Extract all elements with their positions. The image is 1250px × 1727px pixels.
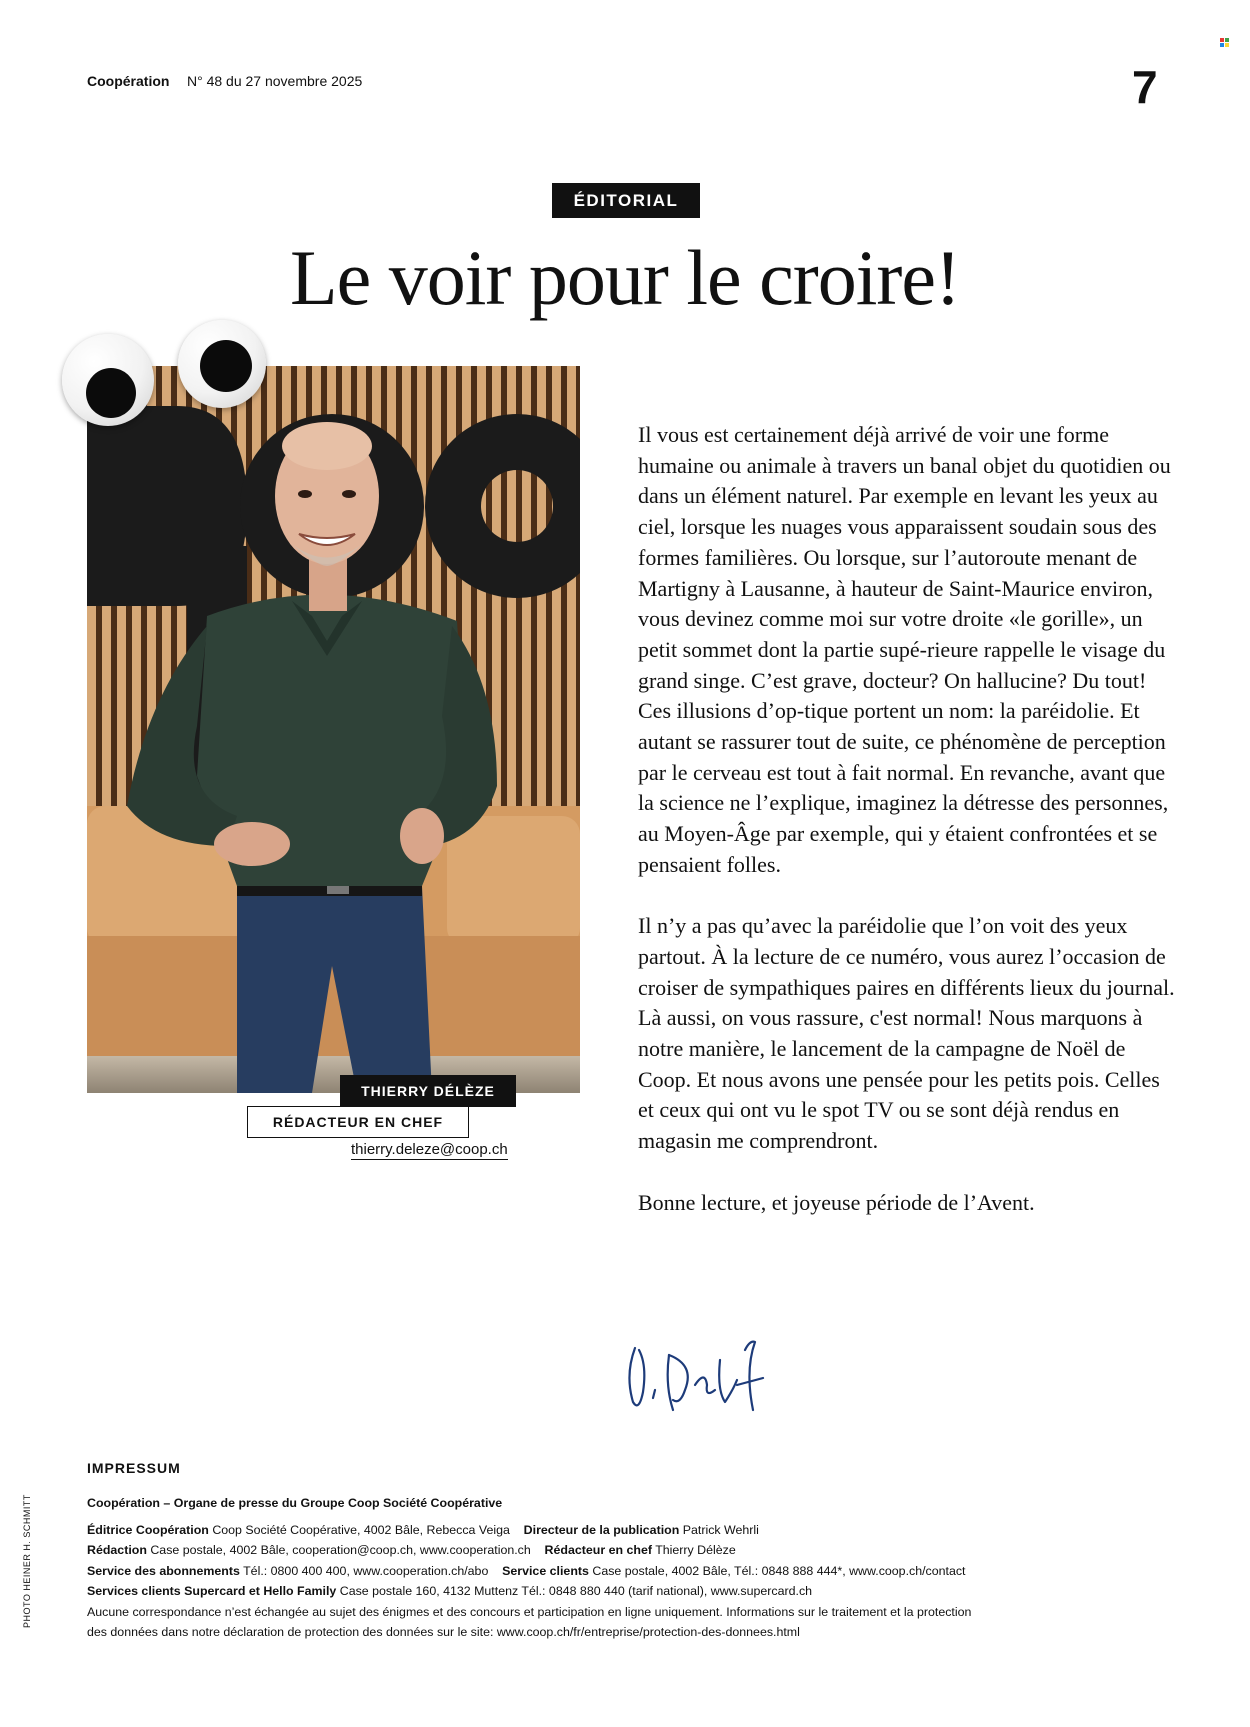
paragraph-3: Bonne lecture, et joyeuse période de l’Avent. [638, 1189, 1035, 1215]
impressum-label: Éditrice Coopération [87, 1522, 209, 1537]
impressum-title: IMPRESSUM [87, 1460, 181, 1476]
impressum-text: Case postale, 4002 Bâle, cooperation@coop.ch, www.cooperation.ch [150, 1543, 531, 1557]
impressum-note: Aucune correspondance n’est échangée au sujet des énigmes et des concours et participation en ligne uniquement. Informations sur le traitement et la protection [87, 1604, 972, 1619]
author-email-link[interactable]: thierry.deleze@coop.ch [351, 1141, 508, 1158]
impressum-note: des données dans notre déclaration de protection des données sur le site: www.coop.ch/fr/entreprise/protection-des-donnees.html [87, 1625, 800, 1639]
impressum-label: Rédaction [87, 1543, 147, 1557]
impressum-text: Thierry Délèze [655, 1543, 736, 1557]
impressum-label: Directeur de la publication [523, 1522, 680, 1537]
author-photo [87, 366, 580, 1093]
issue-date: N° 48 du 27 novembre 2025 [187, 73, 363, 89]
pupil-icon [86, 368, 136, 418]
pupil-icon [200, 340, 252, 392]
impressum-text: Case postale 160, 4132 Muttenz Tél.: 0848 880 440 (tarif national), www.supercard.ch [339, 1584, 813, 1598]
paragraph-1: Il vous est certainement déjà arrivé de voir une forme humaine ou animale à travers un banal objet du quotidien ou dans un élément naturel. Par exemple en levant les yeux au ciel, lorsque les nuages vous apparaissent soudain sous des formes familières. Ou lorsque, sur l’autoroute menant de Martigny à Lausanne, à hauteur de Saint-Maurice environ, vous devinez comme moi sur votre droite «le gorille», un petit sommet dont la partie supé-rieure rappelle le visage du grand singe. C’est grave, docteur? On hallucine? Du tout! Ces illusions d’op-tique portent un nom: la paréidolie. Et autant se rassurer tout de suite, ce phénomène de perception par le cerveau est tout à fait normal. En revanche, avant que la science ne l’explique, imaginez la détresse des personnes, au Moyen-Âge par exemple, qui y étaient confrontées et se pensaient folles. [638, 422, 1171, 877]
page-title: Le voir pour le croire! [289, 234, 960, 321]
author-name-tag: THIERRY DÉLÈZE [340, 1075, 516, 1107]
publication-name: Coopération [87, 73, 170, 89]
impressum-text: Coop Société Coopérative, 4002 Bâle, Rebecca Veiga [212, 1522, 510, 1537]
impressum-label: Service des abonnements [87, 1563, 240, 1578]
paragraph-2: Il n’y a pas qu’avec la paréidolie que l’on voit des yeux partout. À la lecture de ce numéro, vous aurez l’occasion de croiser de sympathiques paires en différents lieux du journal. Là aussi, on vous rassure, c'est normal! Nous marquons à notre manière, le lancement de la campagne de Noël de Coop. Et nous avons une pensée pour les petits pois. Celles et ceux qui ont vu le spot TV ou se sont déjà rendus en magasin me comprendront. [638, 913, 1175, 1154]
impressum-text: Case postale, 4002 Bâle, Tél.: 0848 888 444*, www.coop.ch/contact [592, 1563, 966, 1578]
googly-eye-right [178, 320, 266, 408]
author-role-tag: RÉDACTEUR EN CHEF [247, 1106, 469, 1138]
impressum-organ: Coopération – Organe de presse du Groupe Coop Société Coopérative [87, 1496, 503, 1510]
signature [625, 1330, 785, 1420]
print-registration-mark [1220, 34, 1229, 43]
impressum-label: Service clients [502, 1563, 589, 1578]
impressum-text: Tél.: 0800 400 400, www.cooperation.ch/abo [243, 1563, 489, 1578]
impressum-text: Patrick Wehrli [682, 1522, 759, 1537]
impressum [87, 1493, 971, 1643]
impressum-label: Services clients Supercard et Hello Family [87, 1584, 337, 1598]
photo-credit: PHOTO HEINER H. SCHMITT [22, 1494, 32, 1628]
googly-eye-left [62, 334, 154, 426]
editorial-body [638, 420, 1178, 1249]
section-badge: ÉDITORIAL [552, 183, 700, 218]
page-number: 7 [1132, 61, 1158, 113]
impressum-label: Rédacteur en chef [544, 1543, 652, 1557]
